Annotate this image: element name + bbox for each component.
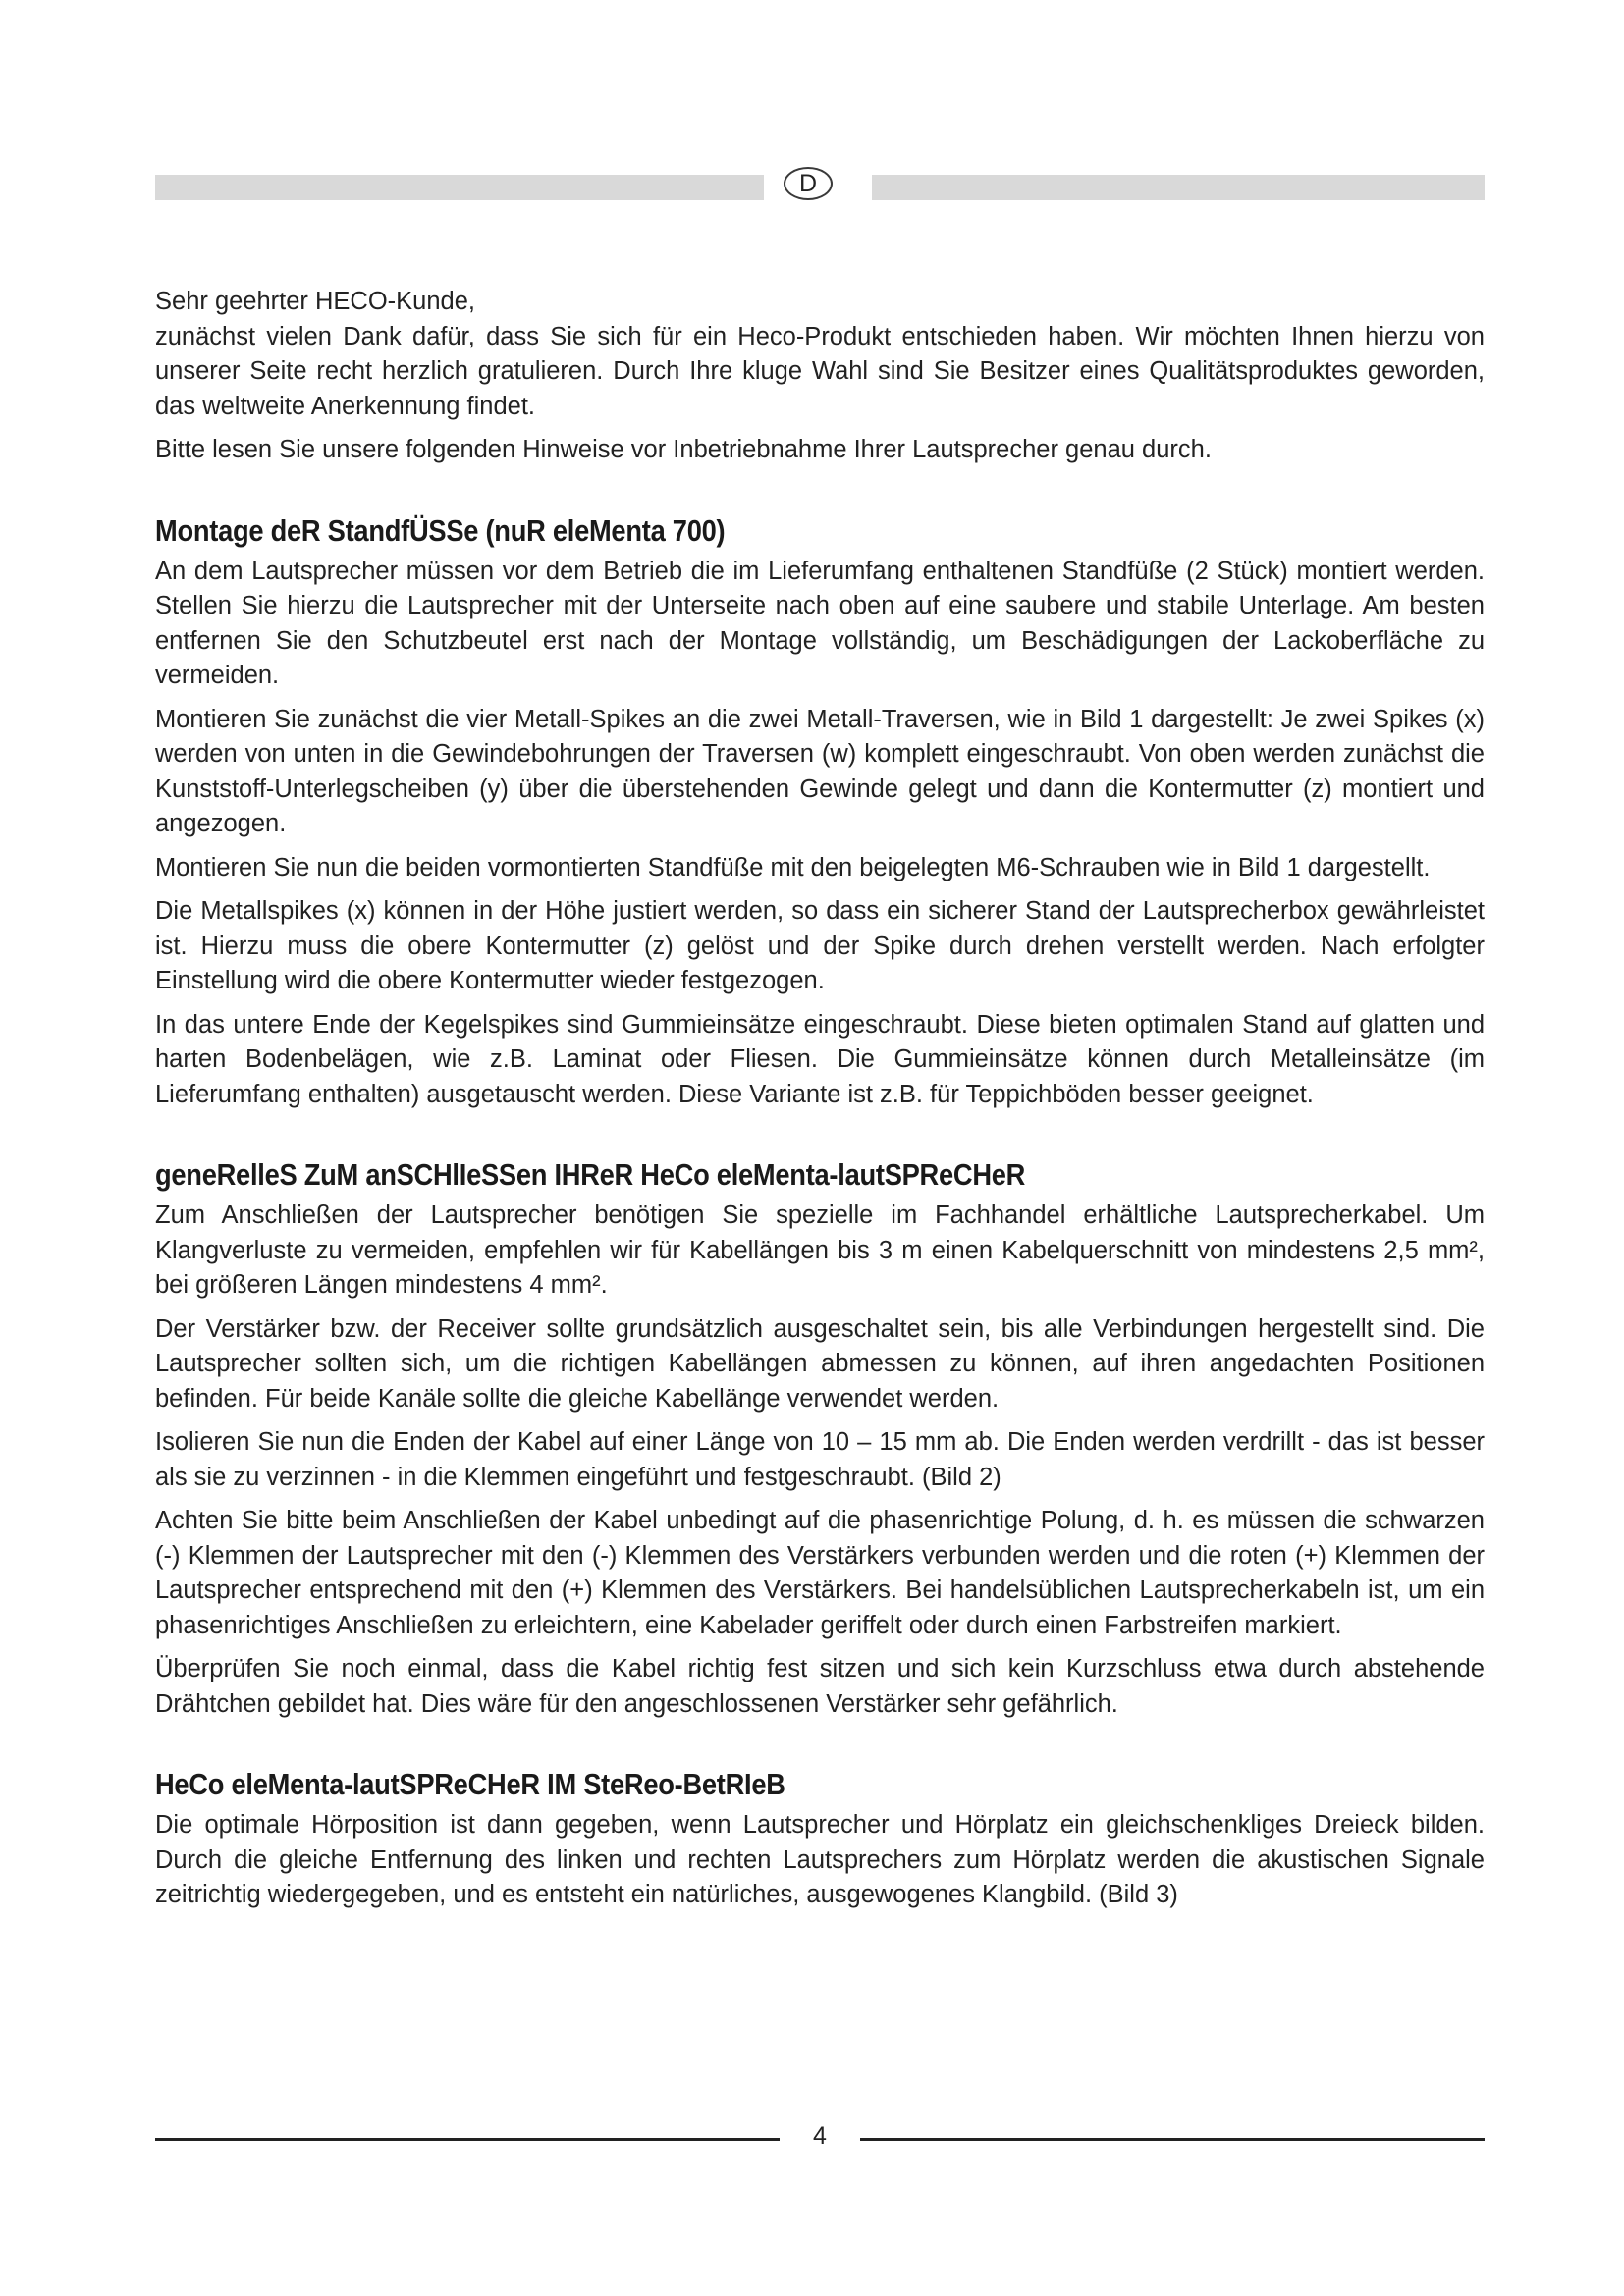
section-paragraph: Isolieren Sie nun die Enden der Kabel auf einer Länge von 10 – 15 mm ab. Die Enden werden verdrillt - das ist besser als sie zu verzinnen - in die Klemmen eingeführt und festgeschraubt. (Bild 2) (155, 1428, 1485, 1491)
section-paragraph: Montieren Sie nun die beiden vormontierten Standfüße mit den beigelegten M6-Schrauben wie in Bild 1 dargestellt. (155, 853, 1431, 881)
section-paragraph: Der Verstärker bzw. der Receiver sollte grundsätzlich ausgeschaltet sein, bis alle Verbindungen hergestellt sind. Die Lautsprecher sollten sich, um die richtigen Kabellängen abmessen zu können, auf ihren angedachten Positionen befinden. Für beide Kanäle sollte die gleiche Kabellänge verwendet werden. (155, 1314, 1485, 1413)
language-badge: D (784, 167, 833, 200)
section-paragraph: Achten Sie bitte beim Anschließen der Kabel unbedingt auf die phasenrichtige Polung, d. h. es müssen die schwarzen (-) Klemmen der Lautsprecher mit den (-) Klemmen des Verstärkers verbunden werden und die roten (+) Klemmen der Lautsprecher entsprechend mit den (+) Klemmen des Verstärkers. Bei handelsüblichen Lautsprecherkabeln ist, um ein phasenrichtiges Anschließen zu erleichtern, eine Kabelader geriffelt oder durch einen Farbstreifen markiert. (155, 1507, 1485, 1639)
section-heading-anschliessen: geneRelleS ZuM anSCHlIeSSen IHReR HeCo eleMenta-lautSPReCHeR (155, 1157, 1026, 1192)
page-number: 4 (813, 2122, 827, 2150)
page-header (155, 167, 1485, 206)
page-footer (155, 2120, 1485, 2160)
header-bar-right (872, 175, 1485, 200)
section-heading-montage: Montage deR StandfÜSSe (nuR eleMenta 700) (155, 512, 726, 548)
section-heading-stereo: HeCo eleMenta-lautSPReCHeR IM SteReo-BetRIeB (155, 1767, 785, 1801)
section-paragraph: Die optimale Hörposition ist dann gegeben, wenn Lautsprecher und Hörplatz ein gleichschenkliges Dreieck bilden. Durch die gleiche Entfernung des linken und rechten Lautsprechers zum Hörplatz werden die akustischen Signale zeitrichtig wiedergegeben, und es entsteht ein natürliches, ausgewogenes Klangbild. (Bild 3) (155, 1811, 1485, 1908)
page-content (155, 285, 1485, 1922)
intro-paragraph: Bitte lesen Sie unsere folgenden Hinweise vor Inbetriebnahme Ihrer Lautsprecher genau durch. (155, 436, 1212, 463)
section-paragraph: Überprüfen Sie noch einmal, dass die Kabel richtig fest sitzen und sich kein Kurzschluss etwa durch abstehende Drähtchen gebildet hat. Dies wäre für den angeschlossenen Verstärker sehr gefährlich. (155, 1655, 1485, 1718)
section-paragraph: In das untere Ende der Kegelspikes sind Gummieinsätze eingeschraubt. Diese bieten optimalen Stand auf glatten und harten Bodenbelägen, wie z.B. Laminat oder Fliesen. Die Gummieinsätze können durch Metalleinsätze (im Lieferumfang enthalten) ausgetauscht werden. Diese Variante ist z.B. für Teppichböden besser geeignet. (155, 1010, 1485, 1108)
section-paragraph: Die Metallspikes (x) können in der Höhe justiert werden, so dass ein sicherer Stand der Lautsprecherbox gewährleistet ist. Hierzu muss die obere Kontermutter (z) gelöst und der Spike durch drehen verstellt werden. Nach erfolgter Einstellung wird die obere Kontermutter wieder festgezogen. (155, 897, 1485, 994)
section-paragraph: Montieren Sie zunächst die vier Metall-Spikes an die zwei Metall-Traversen, wie in Bild 1 dargestellt: Je zwei Spikes (x) werden von unten in die Gewindebohrungen der Traversen (w) komplett eingeschraubt. Von oben werden zunächst die Kunststoff-Unterlegscheiben (y) über die überstehenden Gewinde gelegt und dann die Kontermutter (z) montiert und angezogen. (155, 705, 1485, 837)
footer-rule-left (155, 2138, 780, 2141)
footer-rule-right (860, 2138, 1485, 2141)
header-bar-left (155, 175, 764, 200)
section-paragraph: Zum Anschließen der Lautsprecher benötigen Sie spezielle im Fachhandel erhältliche Lautsprecherkabel. Um Klangverluste zu vermeiden, empfehlen wir für Kabellängen bis 3 m einen Kabelquerschnitt von mindestens 2,5 mm², bei größeren Längen mindestens 4 mm². (155, 1201, 1485, 1299)
intro-paragraph: zunächst vielen Dank dafür, dass Sie sich für ein Heco-Produkt entschieden haben. Wir möchten Ihnen hierzu von unserer Seite recht herzlich gratulieren. Durch Ihre kluge Wahl sind Sie Besitzer eines Qualitätsproduktes geworden, das weltweite Anerkennung findet. (155, 322, 1485, 420)
section-paragraph: An dem Lautsprecher müssen vor dem Betrieb die im Lieferumfang enthaltenen Standfüße (2 Stück) montiert werden. Stellen Sie hierzu die Lautsprecher mit der Unterseite nach oben auf eine saubere und stabile Unterlage. Am besten entfernen Sie den Schutzbeutel erst nach der Montage vollständig, um Beschädigungen der Lackoberfläche zu vermeiden. (155, 557, 1485, 689)
greeting: Sehr geehrter HECO-Kunde, (155, 288, 475, 315)
